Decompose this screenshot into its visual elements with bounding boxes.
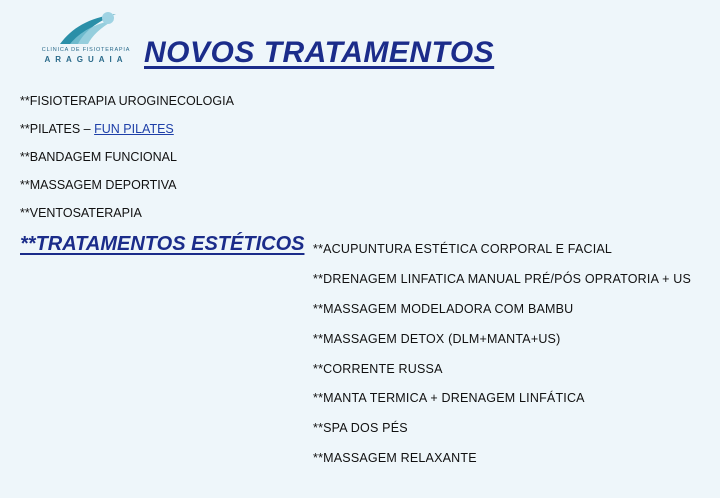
page-title: NOVOS TRATAMENTOS — [144, 36, 495, 69]
list-item: **MASSAGEM DEPORTIVA — [20, 178, 177, 192]
list-item: **BANDAGEM FUNCIONAL — [20, 150, 177, 164]
logo-swoosh-icon — [58, 10, 120, 46]
list-item: **ACUPUNTURA ESTÉTICA CORPORAL E FACIAL — [313, 242, 613, 256]
list-item: **MANTA TERMICA + DRENAGEM LINFÁTICA — [313, 391, 585, 406]
aesthetic-heading: **TRATAMENTOS ESTÉTICOS — [20, 233, 305, 255]
aesthetic-treatments-list — [313, 241, 691, 480]
logo-name: ARAGUAIA — [44, 55, 128, 64]
clinic-logo — [30, 10, 142, 66]
logo-text: CLINICA DE FISIOTERAPIA — [41, 47, 131, 53]
list-item: **VENTOSATERAPIA — [20, 206, 142, 220]
list-item: **FISIOTERAPIA UROGINECOLOGIA — [20, 94, 234, 108]
fun-pilates-link[interactable]: FUN PILATES — [94, 122, 174, 136]
list-item: **MASSAGEM DETOX (DLM+MANTA+US) — [313, 331, 561, 346]
treatments-list — [20, 93, 234, 233]
list-item-label: **PILATES – — [20, 122, 95, 136]
list-item: **DRENAGEM LINFATICA MANUAL PRÉ/PÓS OPRATORIA + US — [313, 271, 692, 286]
list-item: **SPA DOS PÉS — [313, 421, 408, 436]
list-item: **MASSAGEM RELAXANTE — [313, 451, 477, 466]
list-item-pilates — [20, 121, 234, 149]
list-item: **MASSAGEM MODELADORA COM BAMBU — [313, 301, 574, 316]
list-item: **CORRENTE RUSSA — [313, 361, 443, 376]
